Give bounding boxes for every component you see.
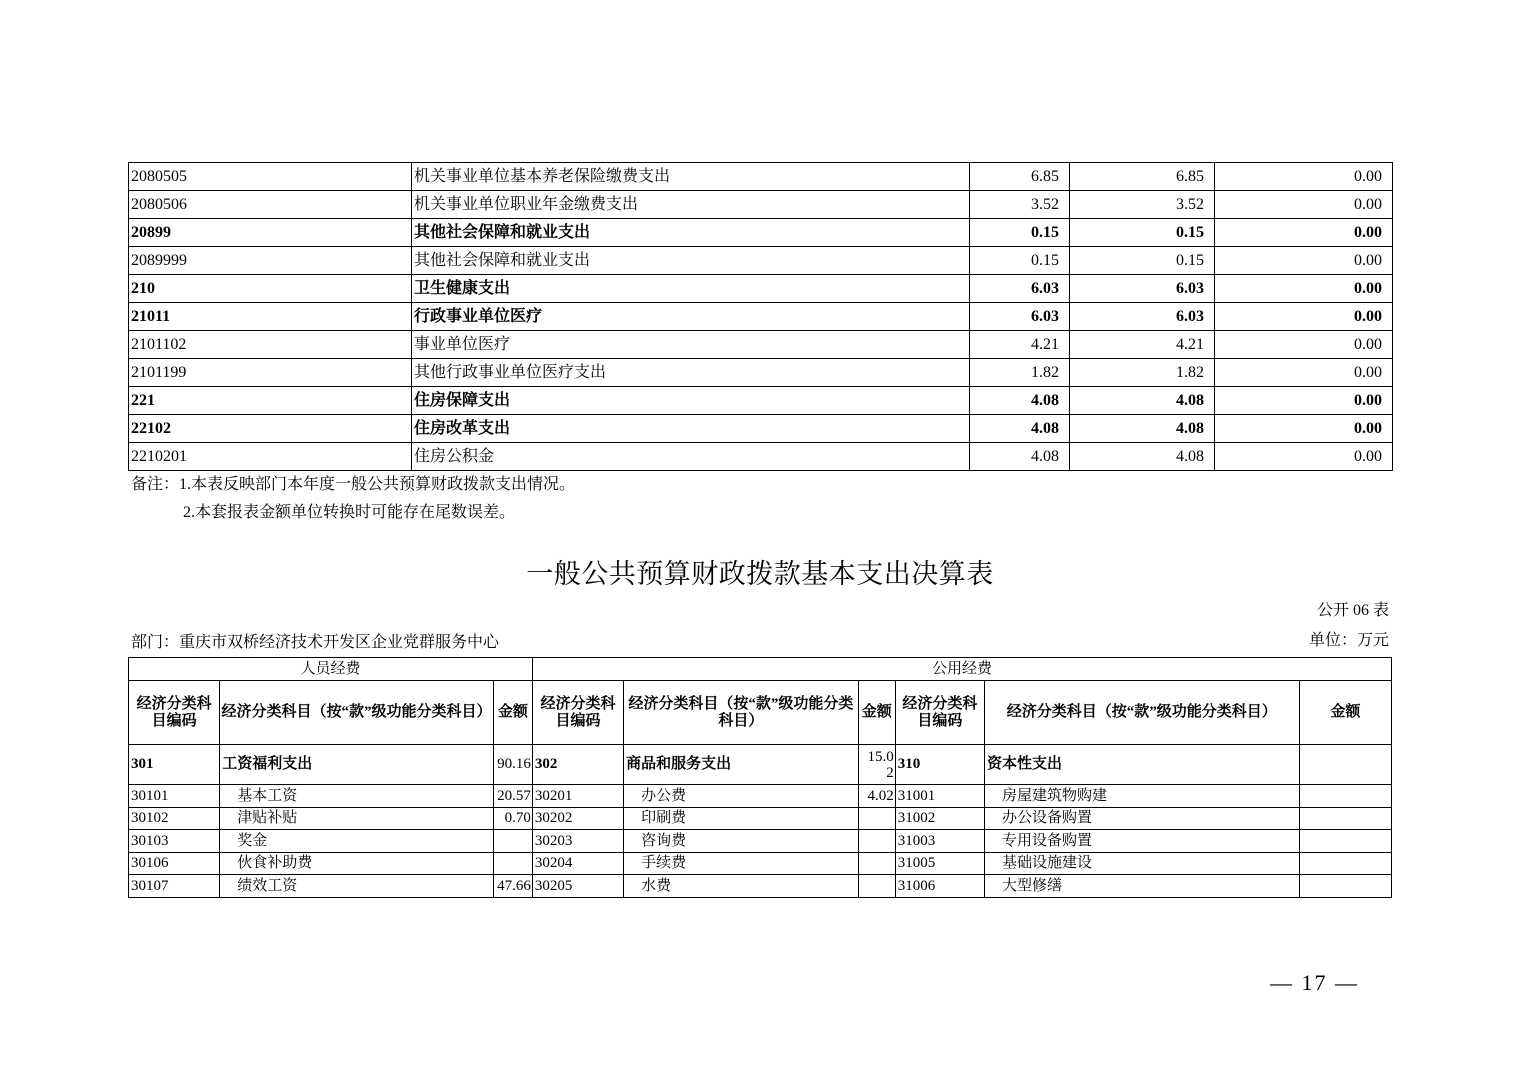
item-name: 奖金 xyxy=(220,830,494,853)
subject-name: 其他社会保障和就业支出 xyxy=(412,247,970,275)
subject-name: 机关事业单位职业年金缴费支出 xyxy=(412,191,970,219)
item-code: 30201 xyxy=(532,785,623,808)
note-line-1: 备注：1.本表反映部门本年度一般公共预算财政拨款支出情况。 xyxy=(131,476,576,493)
total-amount: 4.08 xyxy=(970,415,1070,443)
basic-expenditure-table xyxy=(128,657,1392,898)
item-code: 30107 xyxy=(129,875,220,898)
basic-amount: 0.15 xyxy=(1070,247,1215,275)
item-amount: 20.57 xyxy=(493,785,532,808)
total-amount: 4.21 xyxy=(970,331,1070,359)
item-name: 房屋建筑物购建 xyxy=(984,785,1299,808)
table-row xyxy=(129,247,1393,275)
category-name: 工资福利支出 xyxy=(220,745,494,785)
subject-code: 2080505 xyxy=(129,163,412,191)
column-header-row xyxy=(129,681,1392,745)
table-row xyxy=(129,875,1392,898)
total-amount: 6.03 xyxy=(970,303,1070,331)
table-row xyxy=(129,331,1393,359)
subject-name: 卫生健康支出 xyxy=(412,275,970,303)
subject-code: 2210201 xyxy=(129,443,412,471)
item-name: 基础设施建设 xyxy=(984,852,1299,875)
item-amount xyxy=(493,852,532,875)
basic-amount: 4.08 xyxy=(1070,415,1215,443)
item-code: 30202 xyxy=(532,807,623,830)
category-amount: 90.16 xyxy=(493,745,532,785)
item-name: 津贴补贴 xyxy=(220,807,494,830)
project-amount: 0.00 xyxy=(1215,275,1393,303)
item-amount: 47.66 xyxy=(493,875,532,898)
item-name: 伙食补助费 xyxy=(220,852,494,875)
project-amount: 0.00 xyxy=(1215,163,1393,191)
form-number: 公开 06 表 xyxy=(1316,602,1389,619)
header-name: 经济分类科目（按“款”级功能分类科目） xyxy=(624,681,859,745)
project-amount: 0.00 xyxy=(1215,415,1393,443)
table-row xyxy=(129,785,1392,808)
category-code: 310 xyxy=(895,745,984,785)
project-amount: 0.00 xyxy=(1215,359,1393,387)
basic-amount: 4.21 xyxy=(1070,331,1215,359)
item-amount xyxy=(1299,830,1391,853)
total-amount: 3.52 xyxy=(970,191,1070,219)
subject-name: 其他行政事业单位医疗支出 xyxy=(412,359,970,387)
subject-code: 2101199 xyxy=(129,359,412,387)
subject-code: 2101102 xyxy=(129,331,412,359)
unit-label: 单位：万元 xyxy=(1308,632,1389,649)
table-row xyxy=(129,163,1393,191)
total-amount: 6.85 xyxy=(970,163,1070,191)
item-amount xyxy=(493,830,532,853)
project-amount: 0.00 xyxy=(1215,387,1393,415)
item-code: 30204 xyxy=(532,852,623,875)
subject-name: 其他社会保障和就业支出 xyxy=(412,219,970,247)
total-amount: 4.08 xyxy=(970,387,1070,415)
item-code: 31002 xyxy=(895,807,984,830)
item-code: 31003 xyxy=(895,830,984,853)
table-row xyxy=(129,359,1393,387)
header-amount: 金额 xyxy=(858,681,895,745)
item-code: 30203 xyxy=(532,830,623,853)
basic-amount: 6.85 xyxy=(1070,163,1215,191)
subject-name: 住房改革支出 xyxy=(412,415,970,443)
table-row xyxy=(129,275,1393,303)
subject-code: 21011 xyxy=(129,303,412,331)
category-amount: 15.02 xyxy=(858,745,895,785)
item-code: 31005 xyxy=(895,852,984,875)
project-amount: 0.00 xyxy=(1215,331,1393,359)
category-amount xyxy=(1299,745,1391,785)
item-name: 印刷费 xyxy=(624,807,859,830)
subject-name: 住房保障支出 xyxy=(412,387,970,415)
item-amount xyxy=(858,830,895,853)
category-name: 商品和服务支出 xyxy=(624,745,859,785)
note-line-2: 2.本套报表金额单位转换时可能存在尾数误差。 xyxy=(183,504,516,521)
page-number: — 17 — xyxy=(1270,970,1359,995)
subject-name: 住房公积金 xyxy=(412,443,970,471)
table-title: 一般公共预算财政拨款基本支出决算表 xyxy=(526,559,994,589)
subject-code: 22102 xyxy=(129,415,412,443)
basic-amount: 4.08 xyxy=(1070,387,1215,415)
item-amount xyxy=(858,875,895,898)
subject-code: 221 xyxy=(129,387,412,415)
project-amount: 0.00 xyxy=(1215,191,1393,219)
group-personnel: 人员经费 xyxy=(129,658,533,681)
category-name: 资本性支出 xyxy=(984,745,1299,785)
table-row xyxy=(129,830,1392,853)
header-code: 经济分类科目编码 xyxy=(129,681,220,745)
item-amount xyxy=(1299,875,1391,898)
item-name: 办公费 xyxy=(624,785,859,808)
item-name: 大型修缮 xyxy=(984,875,1299,898)
item-name: 办公设备购置 xyxy=(984,807,1299,830)
item-code: 30101 xyxy=(129,785,220,808)
project-amount: 0.00 xyxy=(1215,303,1393,331)
item-name: 基本工资 xyxy=(220,785,494,808)
table-row xyxy=(129,387,1393,415)
table-row xyxy=(129,219,1393,247)
basic-amount: 0.15 xyxy=(1070,219,1215,247)
subject-code: 20899 xyxy=(129,219,412,247)
item-amount xyxy=(858,807,895,830)
item-amount: 0.70 xyxy=(493,807,532,830)
project-amount: 0.00 xyxy=(1215,247,1393,275)
table-row xyxy=(129,852,1392,875)
table-row xyxy=(129,191,1393,219)
header-name: 经济分类科目（按“款”级功能分类科目） xyxy=(220,681,494,745)
basic-amount: 3.52 xyxy=(1070,191,1215,219)
subject-code: 210 xyxy=(129,275,412,303)
total-amount: 0.15 xyxy=(970,219,1070,247)
item-code: 31006 xyxy=(895,875,984,898)
subject-name: 行政事业单位医疗 xyxy=(412,303,970,331)
top-expenditure-table xyxy=(128,162,1393,471)
category-code: 301 xyxy=(129,745,220,785)
item-code: 30106 xyxy=(129,852,220,875)
subject-code: 2080506 xyxy=(129,191,412,219)
basic-amount: 1.82 xyxy=(1070,359,1215,387)
item-code: 30205 xyxy=(532,875,623,898)
header-amount: 金额 xyxy=(1299,681,1391,745)
department-label: 部门：重庆市双桥经济技术开发区企业党群服务中心 xyxy=(131,634,500,651)
item-amount: 4.02 xyxy=(858,785,895,808)
item-code: 30103 xyxy=(129,830,220,853)
basic-amount: 6.03 xyxy=(1070,275,1215,303)
item-name: 绩效工资 xyxy=(220,875,494,898)
header-code: 经济分类科目编码 xyxy=(532,681,623,745)
basic-amount: 6.03 xyxy=(1070,303,1215,331)
basic-amount: 4.08 xyxy=(1070,443,1215,471)
item-code: 30102 xyxy=(129,807,220,830)
project-amount: 0.00 xyxy=(1215,219,1393,247)
project-amount: 0.00 xyxy=(1215,443,1393,471)
table-row xyxy=(129,415,1393,443)
item-name: 专用设备购置 xyxy=(984,830,1299,853)
group-header-row xyxy=(129,658,1392,681)
item-name: 水费 xyxy=(624,875,859,898)
total-amount: 6.03 xyxy=(970,275,1070,303)
table-row xyxy=(129,443,1393,471)
item-amount xyxy=(1299,852,1391,875)
total-amount: 1.82 xyxy=(970,359,1070,387)
total-amount: 0.15 xyxy=(970,247,1070,275)
item-amount xyxy=(1299,807,1391,830)
header-name: 经济分类科目（按“款”级功能分类科目） xyxy=(984,681,1299,745)
item-name: 手续费 xyxy=(624,852,859,875)
group-public: 公用经费 xyxy=(532,658,1391,681)
category-row xyxy=(129,745,1392,785)
total-amount: 4.08 xyxy=(970,443,1070,471)
item-code: 31001 xyxy=(895,785,984,808)
item-amount xyxy=(858,852,895,875)
item-amount xyxy=(1299,785,1391,808)
header-code: 经济分类科目编码 xyxy=(895,681,984,745)
table-row xyxy=(129,303,1393,331)
subject-code: 2089999 xyxy=(129,247,412,275)
subject-name: 事业单位医疗 xyxy=(412,331,970,359)
item-name: 咨询费 xyxy=(624,830,859,853)
table-row xyxy=(129,807,1392,830)
header-amount: 金额 xyxy=(493,681,532,745)
category-code: 302 xyxy=(532,745,623,785)
subject-name: 机关事业单位基本养老保险缴费支出 xyxy=(412,163,970,191)
